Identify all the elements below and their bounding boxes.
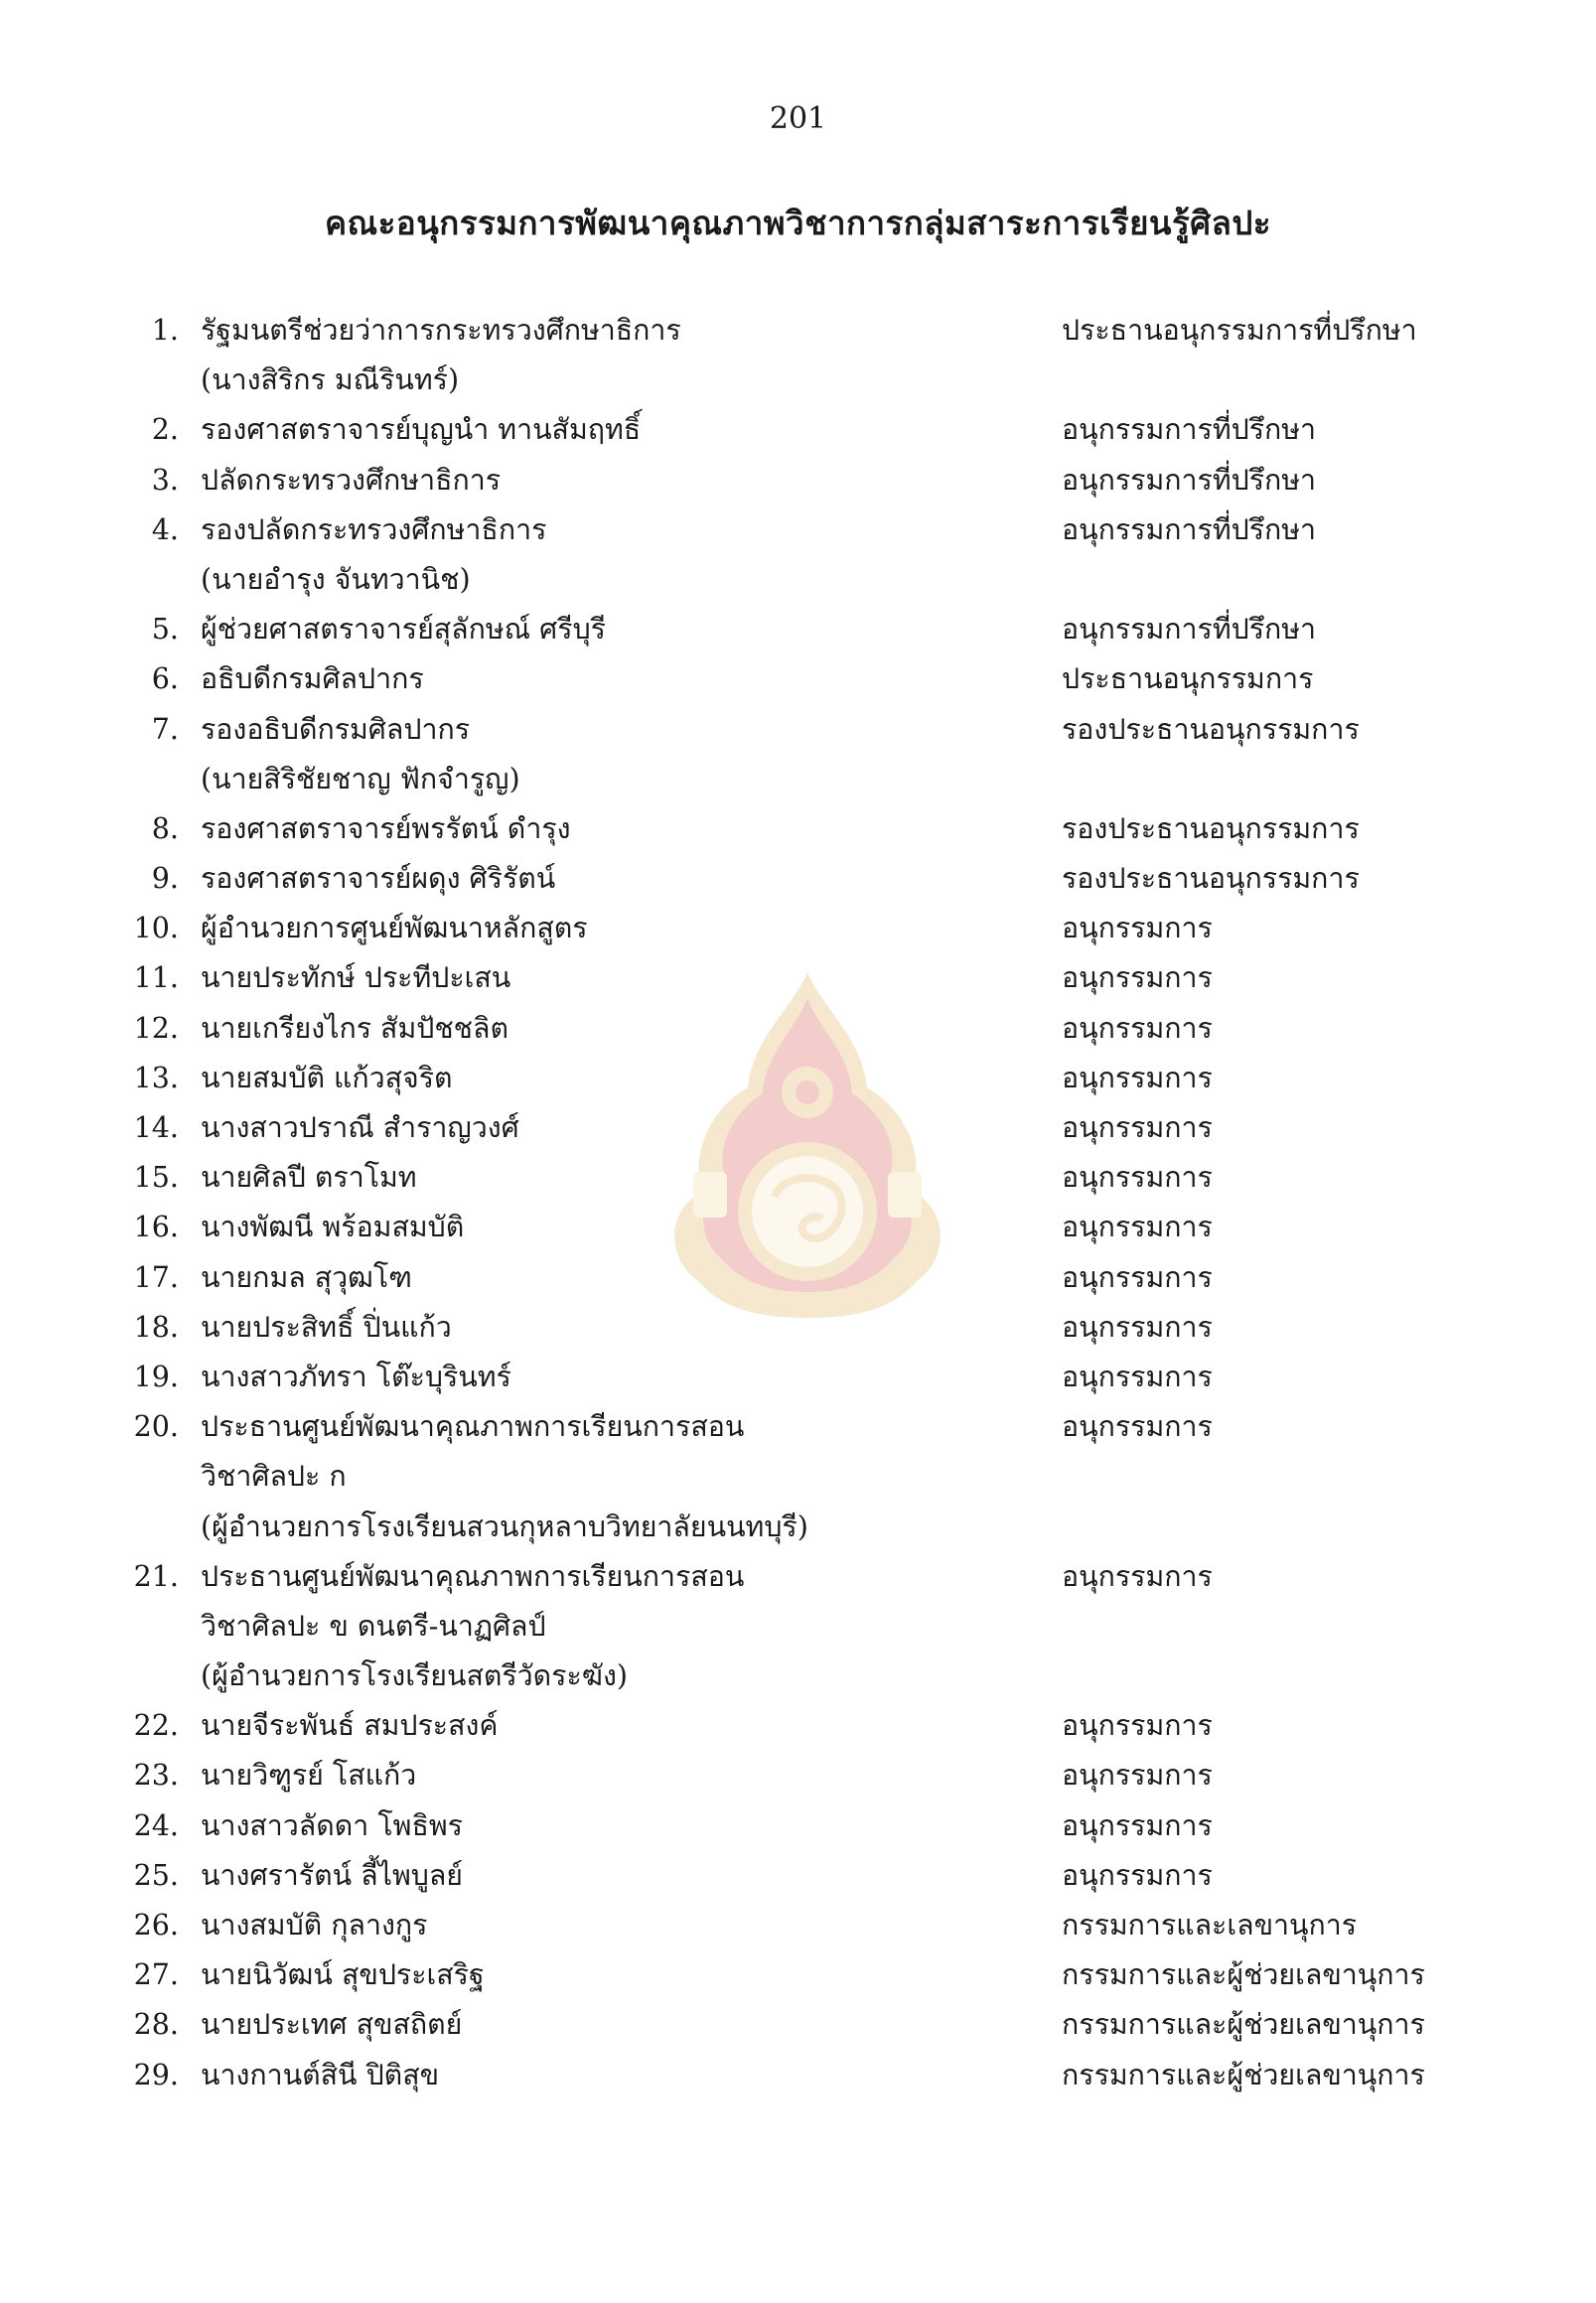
member-row bbox=[0, 2000, 1596, 2050]
member-number: 19. bbox=[133, 1360, 179, 1393]
member-row bbox=[0, 1950, 1596, 2000]
member-number: 17. bbox=[133, 1260, 179, 1294]
member-name: นางสาวลัดดา โพธิพร bbox=[201, 1808, 463, 1842]
member-number: 18. bbox=[133, 1310, 179, 1344]
member-row-continuation bbox=[0, 1652, 1596, 1701]
member-row bbox=[0, 1004, 1596, 1054]
member-row-continuation bbox=[0, 1602, 1596, 1652]
member-name: นางสาวภัทรา โต๊ะบุรินทร์ bbox=[201, 1360, 511, 1393]
member-row bbox=[0, 1253, 1596, 1303]
member-role: อนุกรรมการ bbox=[1062, 1808, 1213, 1842]
member-number: 26. bbox=[133, 1909, 179, 1942]
member-number: 22. bbox=[133, 1709, 179, 1743]
member-number: 4. bbox=[151, 512, 179, 546]
member-role: อนุกรรมการ bbox=[1062, 1310, 1213, 1344]
member-number: 14. bbox=[133, 1111, 179, 1144]
member-role: อนุกรรมการ bbox=[1062, 1858, 1213, 1892]
member-number: 2. bbox=[151, 413, 179, 447]
member-name: นายประทักษ์ ประทีปะเสน bbox=[201, 961, 511, 995]
member-role: กรรมการและเลขานุการ bbox=[1062, 1909, 1358, 1942]
member-row bbox=[0, 1054, 1596, 1103]
member-number: 9. bbox=[151, 862, 179, 896]
member-row bbox=[0, 605, 1596, 654]
member-role: อนุกรรมการที่ปรึกษา bbox=[1062, 613, 1317, 647]
member-number: 15. bbox=[133, 1161, 179, 1195]
member-number: 23. bbox=[133, 1759, 179, 1793]
member-role: อนุกรรมการ bbox=[1062, 1360, 1213, 1393]
member-row bbox=[0, 1901, 1596, 1950]
member-number: 24. bbox=[133, 1808, 179, 1842]
member-name: นางกานต์สินี ปิติสุข bbox=[201, 2058, 440, 2091]
member-row bbox=[0, 1851, 1596, 1901]
member-number: 20. bbox=[133, 1410, 179, 1444]
member-row bbox=[0, 1801, 1596, 1851]
member-role: รองประธานอนุกรรมการ bbox=[1062, 811, 1360, 845]
member-role: อนุกรรมการ bbox=[1062, 1559, 1213, 1593]
member-name: รองอธิบดีกรมศิลปากร bbox=[201, 712, 471, 746]
member-number: 28. bbox=[133, 2008, 179, 2042]
member-number: 27. bbox=[133, 1958, 179, 1992]
page-number: 201 bbox=[769, 101, 827, 136]
member-name: นายศิลปี ตราโมท bbox=[201, 1161, 417, 1195]
member-number: 8. bbox=[151, 811, 179, 845]
member-name: นายจีระพันธ์ สมประสงค์ bbox=[201, 1709, 499, 1743]
member-row bbox=[0, 1751, 1596, 1800]
member-name: นายกมล สุวุฒโฑ bbox=[201, 1260, 412, 1294]
member-number: 3. bbox=[151, 463, 179, 497]
member-row bbox=[0, 654, 1596, 704]
member-row bbox=[0, 405, 1596, 455]
member-name: (ผู้อำนวยการโรงเรียนสตรีวัดระฆัง) bbox=[201, 1659, 628, 1693]
member-row-continuation bbox=[0, 555, 1596, 605]
member-role: กรรมการและผู้ช่วยเลขานุการ bbox=[1062, 2058, 1425, 2091]
member-number: 7. bbox=[151, 712, 179, 746]
member-role: อนุกรรมการ bbox=[1062, 1709, 1213, 1743]
member-role: รองประธานอนุกรรมการ bbox=[1062, 712, 1360, 746]
member-name: นายประเทศ สุขสถิตย์ bbox=[201, 2008, 463, 2042]
member-row bbox=[0, 854, 1596, 904]
member-name: อธิบดีกรมศิลปากร bbox=[201, 662, 424, 696]
member-name: (นายอำรุง จันทวานิช) bbox=[201, 562, 471, 596]
member-role: อนุกรรมการ bbox=[1062, 961, 1213, 995]
member-number: 6. bbox=[151, 662, 179, 696]
member-name: นางศรารัตน์ ลี้ไพบูลย์ bbox=[201, 1858, 464, 1892]
member-row bbox=[0, 705, 1596, 755]
member-name: ผู้ช่วยศาสตราจารย์สุลักษณ์ ศรีบุรี bbox=[201, 613, 606, 647]
member-row bbox=[0, 804, 1596, 854]
member-row bbox=[0, 306, 1596, 356]
member-row bbox=[0, 953, 1596, 1003]
member-number: 13. bbox=[133, 1061, 179, 1094]
member-row bbox=[0, 1402, 1596, 1452]
member-number: 12. bbox=[133, 1011, 179, 1045]
member-name: วิชาศิลปะ ก bbox=[201, 1460, 347, 1494]
member-role: กรรมการและผู้ช่วยเลขานุการ bbox=[1062, 2008, 1425, 2042]
member-row bbox=[0, 2051, 1596, 2100]
member-row bbox=[0, 1203, 1596, 1252]
member-row bbox=[0, 1552, 1596, 1602]
member-name: นางสาวปราณี สำราญวงศ์ bbox=[201, 1111, 519, 1144]
member-row bbox=[0, 904, 1596, 953]
member-role: อนุกรรมการ bbox=[1062, 1111, 1213, 1144]
member-name: นายนิวัฒน์ สุขประเสริฐ bbox=[201, 1958, 485, 1992]
member-role: รองประธานอนุกรรมการ bbox=[1062, 862, 1360, 896]
member-number: 11. bbox=[133, 961, 179, 995]
member-list bbox=[0, 306, 1596, 2100]
member-row bbox=[0, 1303, 1596, 1353]
member-name: รองศาสตราจารย์พรรัตน์ ดำรุง bbox=[201, 811, 571, 845]
member-row-continuation bbox=[0, 356, 1596, 405]
member-name: ประธานศูนย์พัฒนาคุณภาพการเรียนการสอน bbox=[201, 1410, 745, 1444]
member-name: นางสมบัติ กุลางกูร bbox=[201, 1909, 428, 1942]
member-name: รองศาสตราจารย์บุญนำ ทานสัมฤทธิ์ bbox=[201, 413, 642, 447]
member-name: ผู้อำนวยการศูนย์พัฒนาหลักสูตร bbox=[201, 912, 588, 945]
member-name: นางพัฒนี พร้อมสมบัติ bbox=[201, 1211, 465, 1244]
member-number: 21. bbox=[133, 1559, 179, 1593]
member-number: 29. bbox=[133, 2058, 179, 2091]
member-row bbox=[0, 456, 1596, 505]
member-role: ประธานอนุกรรมการ bbox=[1062, 662, 1314, 696]
member-name: (นายสิริชัยชาญ ฟักจำรูญ) bbox=[201, 762, 520, 795]
member-row bbox=[0, 1701, 1596, 1751]
member-role: อนุกรรมการที่ปรึกษา bbox=[1062, 512, 1317, 546]
page-title: คณะอนุกรรมการพัฒนาคุณภาพวิชาการกลุ่มสาระการเรียนรู้ศิลปะ bbox=[324, 204, 1272, 242]
member-row-continuation bbox=[0, 1452, 1596, 1502]
member-role: อนุกรรมการ bbox=[1062, 1011, 1213, 1045]
member-row bbox=[0, 1353, 1596, 1402]
member-number: 1. bbox=[151, 314, 179, 347]
member-name: (นางสิริกร มณีรินทร์) bbox=[201, 363, 460, 397]
member-row-continuation bbox=[0, 755, 1596, 804]
member-number: 5. bbox=[151, 613, 179, 647]
member-row bbox=[0, 505, 1596, 555]
member-role: อนุกรรมการ bbox=[1062, 1061, 1213, 1094]
member-name: รองศาสตราจารย์ผดุง ศิริรัตน์ bbox=[201, 862, 556, 896]
member-name: รองปลัดกระทรวงศึกษาธิการ bbox=[201, 512, 547, 546]
member-role: อนุกรรมการ bbox=[1062, 1161, 1213, 1195]
member-name: นายวิฑูรย์ โสแก้ว bbox=[201, 1759, 417, 1793]
member-name: นายเกรียงไกร สัมปัชชลิต bbox=[201, 1011, 508, 1045]
member-role: อนุกรรมการ bbox=[1062, 912, 1213, 945]
member-row bbox=[0, 1153, 1596, 1203]
member-name: ประธานศูนย์พัฒนาคุณภาพการเรียนการสอน bbox=[201, 1559, 745, 1593]
member-name: นายสมบัติ แก้วสุจริต bbox=[201, 1061, 453, 1094]
member-name: (ผู้อำนวยการโรงเรียนสวนกุหลาบวิทยาลัยนนทบุรี) bbox=[201, 1510, 808, 1543]
member-role: อนุกรรมการที่ปรึกษา bbox=[1062, 413, 1317, 447]
member-role: อนุกรรมการ bbox=[1062, 1211, 1213, 1244]
member-name: ปลัดกระทรวงศึกษาธิการ bbox=[201, 463, 502, 497]
member-role: อนุกรรมการ bbox=[1062, 1759, 1213, 1793]
member-row-continuation bbox=[0, 1503, 1596, 1552]
member-number: 16. bbox=[133, 1211, 179, 1244]
member-role: อนุกรรมการ bbox=[1062, 1260, 1213, 1294]
member-role: กรรมการและผู้ช่วยเลขานุการ bbox=[1062, 1958, 1425, 1992]
member-role: อนุกรรมการ bbox=[1062, 1410, 1213, 1444]
member-name: วิชาศิลปะ ข ดนตรี-นาฏศิลป์ bbox=[201, 1609, 546, 1643]
member-name: นายประสิทธิ์ ปิ่นแก้ว bbox=[201, 1310, 452, 1344]
member-number: 10. bbox=[133, 912, 179, 945]
member-role: อนุกรรมการที่ปรึกษา bbox=[1062, 463, 1317, 497]
member-number: 25. bbox=[133, 1858, 179, 1892]
member-role: ประธานอนุกรรมการที่ปรึกษา bbox=[1062, 314, 1417, 347]
member-row bbox=[0, 1103, 1596, 1153]
member-name: รัฐมนตรีช่วยว่าการกระทรวงศึกษาธิการ bbox=[201, 314, 681, 347]
